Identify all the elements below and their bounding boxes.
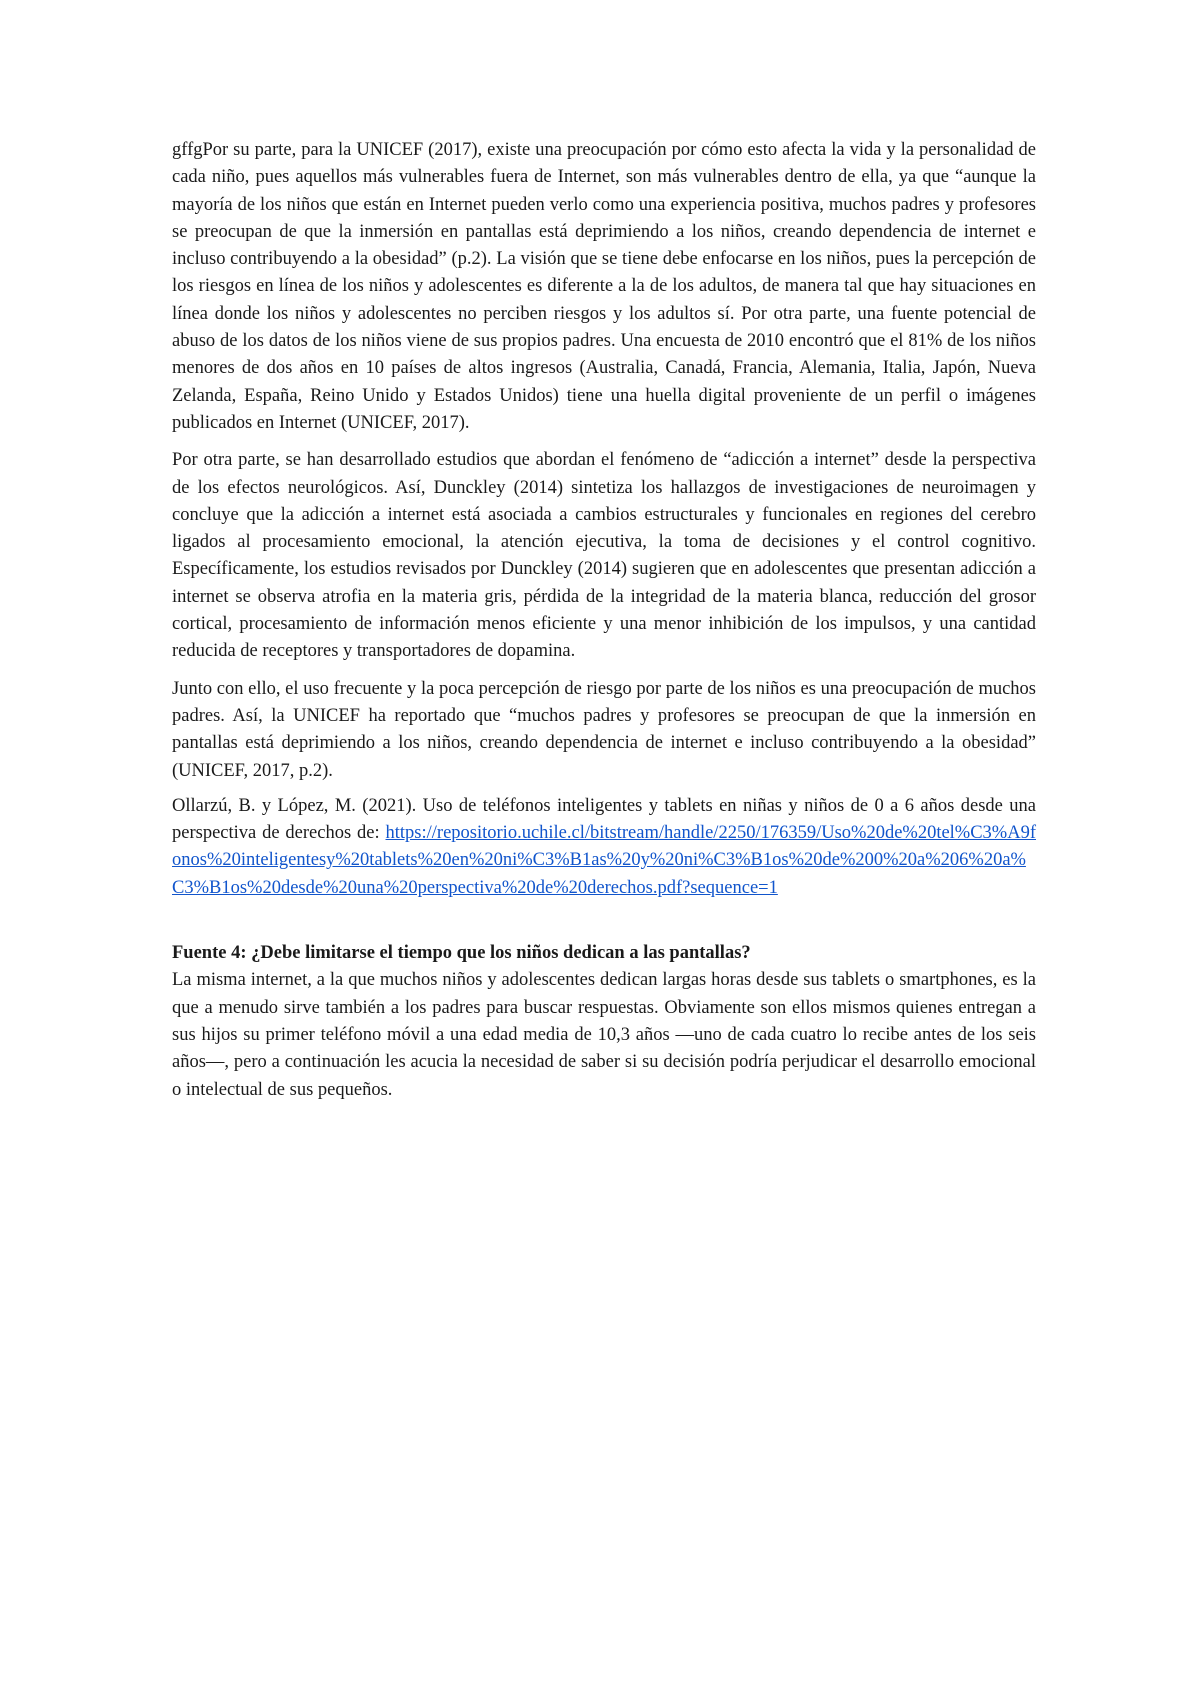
reference-citation (172, 793, 1036, 902)
paragraph-fuente-4: La misma internet, a la que muchos niños y adolescentes dedican largas horas desde sus tablets o smartphones, es la que a menudo sirve también a los padres para buscar respuestas. Obviamente son ellos mismos quienes entregan a sus hijos su primer teléfono móvil a una edad media de 10,3 años —uno de cada cuatro lo recibe antes de los seis años—, pero a continuación les acucia la necesidad de saber si su decisión podría perjudicar el desarrollo emocional o intelectual de sus pequeños. (172, 970, 1036, 1100)
paragraph-neurological-effects: Por otra parte, se han desarrollado estudios que abordan el fenómeno de “adicción a internet” desde la perspectiva de los efectos neurológicos. Así, Dunckley (2014) sintetiza los hallazgos de investigaciones de neuroimagen y concluye que la adicción a internet está asociada a cambios estructurales y funcionales en regiones del cerebro ligados al procesamiento emocional, la atención ejecutiva, la toma de decisiones y el control cognitivo. Específicamente, los estudios revisados por Dunckley (2014) sugieren que en adolescentes que presentan adicción a internet se observa atrofia en la materia gris, pérdida de la integridad de la materia blanca, reducción del grosor cortical, procesamiento de información menos eficiente y una menor inhibición de los impulsos, y una cantidad reducida de receptores y transportadores de dopamina. (172, 450, 1036, 662)
paragraph-parent-concern: Junto con ello, el uso frecuente y la poca percepción de riesgo por parte de los niños es una preocupación de muchos padres. Así, la UNICEF ha reportado que “muchos padres y profesores se preocupan de que la inmersión en pantallas está deprimiendo a los niños, creando dependencia de internet e incluso contribuyendo a la obesidad” (UNICEF, 2017, p.2). (172, 678, 1036, 781)
section-heading-fuente-4: Fuente 4: ¿Debe limitarse el tiempo que los niños dedican a las pantallas? (172, 943, 751, 964)
document-body (172, 137, 1036, 1104)
reference-link[interactable]: https://repositorio.uchile.cl/bitstream/handle/2250/176359/Uso%20de%20tel%C3%A9fonos%20inteligentesy%20tablets%20en%20ni%C3%B1as%20y%20ni%C3%B1os%20de%200%20a%206%20a%C3%B1os%20desde%20una%20perspectiva%20de%20derechos.pdf?sequence=1 (172, 823, 1036, 898)
reference-text: Ollarzú, B. y López, M. (2021). Uso de teléfonos inteligentes y tablets en niñas y niños de 0 a 6 años desde una perspectiva de derechos de: (172, 795, 1036, 844)
paragraph-unicef-concern: gffgPor su parte, para la UNICEF (2017), existe una preocupación por cómo esto afecta la vida y la personalidad de cada niño, pues aquellos más vulnerables fuera de Internet, son más vulnerables dentro de ella, ya que “aunque la mayoría de los niños que están en Internet pueden verlo como una experiencia positiva, muchos padres y profesores se preocupan de que la inmersión en pantallas está deprimiendo a los niños, creando dependencia de internet e incluso contribuyendo a la obesidad” (p.2). La visión que se tiene debe enfocarse en los niños, pues la percepción de los riesgos en línea de los niños y adolescentes es diferente a la de los adultos, de manera tal que hay situaciones en línea donde los niños y adolescentes no perciben riesgos y los adultos sí. Por otra parte, una fuente potencial de abuso de los datos de los niños viene de sus propios padres. Una encuesta de 2010 encontró que el 81% de los niños menores de dos años en 10 países de altos ingresos (Australia, Canadá, Francia, Alemania, Italia, Japón, Nueva Zelanda, España, Reino Unido y Estados Unidos) tiene una huella digital proveniente de un perfil o imágenes publicados en Internet (UNICEF, 2017). (172, 140, 1036, 433)
